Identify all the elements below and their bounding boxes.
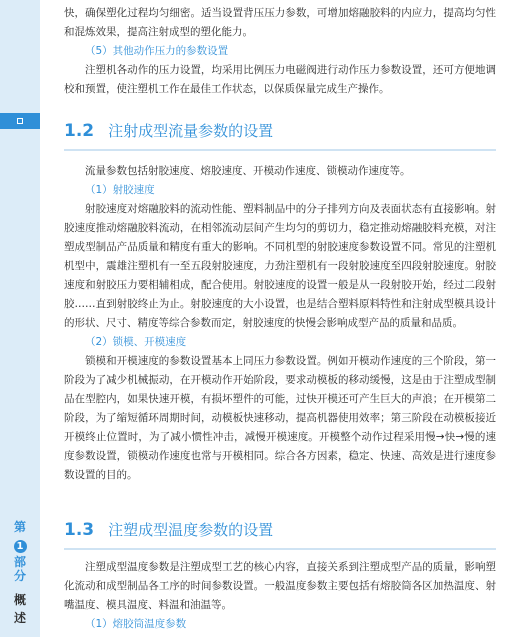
part-title-1: 概 <box>13 593 26 607</box>
section-heading-1-2 <box>64 120 273 142</box>
paragraph-pressure-setting: 注塑机各动作的压力设置，均采用比例压力电磁阀进行动作压力参数设置，还可方便地调校和预置，使注塑机工作在最佳工作状态，以保质保量完成生产操作。 <box>64 64 496 95</box>
section-title: 注射成型流量参数的设置 <box>108 122 274 140</box>
part-number-badge: 1 <box>14 540 27 553</box>
subheading-other-pressure: （5）其他动作压力的参数设置 <box>85 45 229 57</box>
paragraph-back-pressure: 快，确保塑化过程均匀细密。适当设置背压压力参数，可增加熔融胶料的内应力，提高均匀性和混炼效果，提高注射成型的塑化能力。 <box>64 7 496 38</box>
part-title-2: 述 <box>13 611 26 625</box>
section-1-3-body <box>64 558 496 634</box>
part-suffix-2: 分 <box>13 569 26 583</box>
section-title: 注塑成型温度参数的设置 <box>108 521 274 539</box>
part-prefix: 第 <box>13 520 26 534</box>
section-marker-dot <box>17 118 23 124</box>
side-tab-bar <box>0 0 40 637</box>
section-rule <box>64 548 496 550</box>
paragraph-temperature: 注塑成型温度参数是注塑成型工艺的核心内容，直接关系到注塑成型产品的质量，影响塑化流动和成型制品各工序的时间参数设置。一般温度参数主要包括有熔胶筒各区加热温度、射嘴温度、模具温度、料温和油温等。 <box>64 561 496 611</box>
subheading-barrel-temperature: （1）熔胶筒温度参数 <box>85 618 187 630</box>
paragraph-flow-intro: 流量参数包括射胶速度、熔胶速度、开模动作速度、锁模动作速度等。 <box>85 165 411 177</box>
section-1-2-body <box>64 162 496 485</box>
part-label <box>0 520 40 625</box>
section-marker <box>0 113 40 129</box>
section-number: 1.3 <box>64 520 95 540</box>
block-continued <box>64 4 496 99</box>
part-suffix-1: 部 <box>13 555 26 569</box>
section-rule <box>64 149 496 151</box>
paragraph-injection-speed: 射胶速度对熔融胶料的流动性能、塑料制品中的分子排列方向及表面状态有直接影响。射胶速度推动熔融胶料流动，在相邻流动层间产生均匀的剪切力，稳定推动熔融胶料充模，对注塑成型制品产品质量和精度有重大的影响。不同机型的射胶速度参数设置不同。常见的注塑机机型中，震雄注塑机有一至五段射胶速度，力劲注塑机有一段射胶速度至四段射胶速度。射胶速度和射胶压力要相辅相成，配合使用。射胶速度的设置一般是从一段射胶开始，经过二段射胶……直到射胶终止为止。射胶速度的大小设置，也是结合塑料原料特性和注射成型模具设计的形状、尺寸、精度等综合参数而定，射胶速度的快慢会影响成型产品的质量和品质。 <box>64 203 496 329</box>
subheading-injection-speed: （1）射胶速度 <box>85 184 155 196</box>
paragraph-clamp-open-speed: 锁模和开模速度的参数设置基本上同压力参数设置。例如开模动作速度的三个阶段，第一阶段为了减少机械振动，在开模动作开始阶段，要求动模板的移动缓慢，这是由于注塑成型制品在型腔内，如果快速开模，有损坏塑件的可能，过快开模还可产生巨大的声浪；在开模第二阶段，为了缩短循环周期时间，动模板快速移动，提高机器使用效率；第三阶段在动模板接近开模终止位置时，为了减小惯性冲击，减慢开模速度。开模整个动作过程采用慢→快→慢的速度参数设置，锁模动作速度也常与开模相同。综合各方因素，稳定、快速、高效是进行速度参数设置的目的。 <box>64 355 496 481</box>
subheading-clamp-open-speed: （2）锁模、开模速度 <box>85 336 187 348</box>
section-heading-1-3 <box>64 519 273 541</box>
section-number: 1.2 <box>64 121 95 141</box>
